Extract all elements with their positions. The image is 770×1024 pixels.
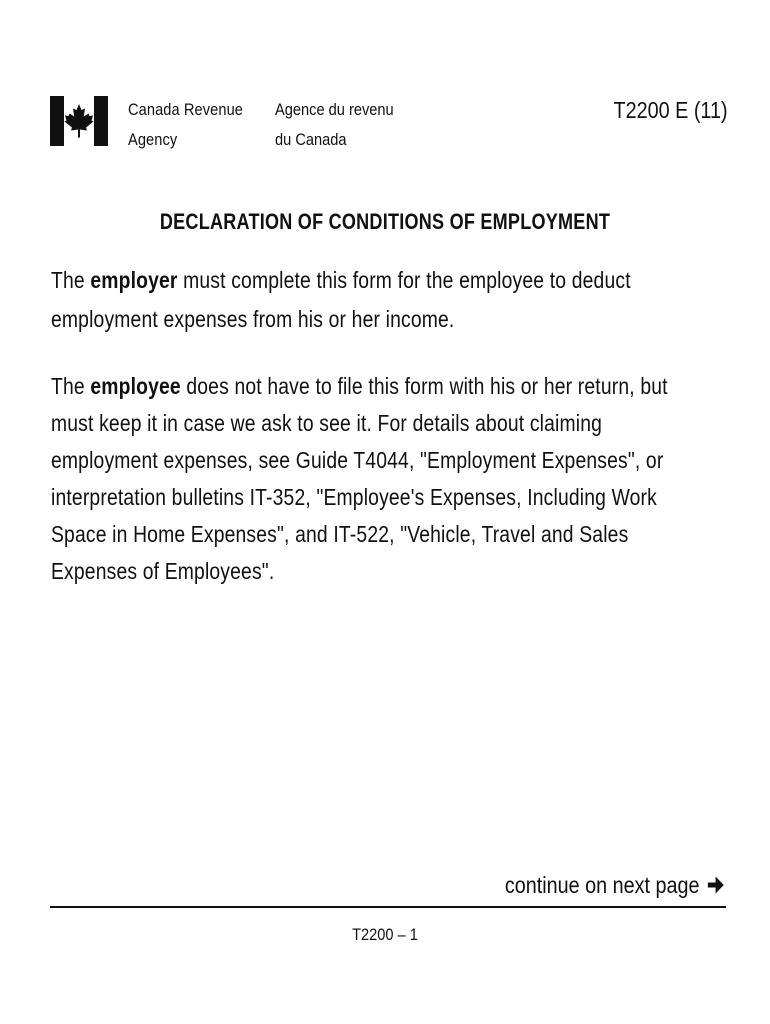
agency-en-line2: Agency xyxy=(128,130,178,149)
p2-suffix: does not have to file this form with his or her return, but xyxy=(180,373,668,399)
canada-flag-icon xyxy=(50,96,108,146)
paragraph1-line2: employment expenses from his or her income. xyxy=(51,306,455,332)
page-number: T2200 – 1 xyxy=(352,925,418,944)
p1-prefix: The xyxy=(51,267,91,293)
agency-fr-line2: du Canada xyxy=(275,130,347,149)
agency-en-line1: Canada Revenue xyxy=(128,100,244,119)
paragraph2-line6: Expenses of Employees". xyxy=(51,558,275,584)
continue-next-page[interactable] xyxy=(505,870,725,900)
agency-name-english xyxy=(128,95,243,155)
paragraph2-line5: Space in Home Expenses", and IT-522, "Vehicle, Travel and Sales xyxy=(51,521,629,547)
paragraph2-line4: interpretation bulletins IT-352, "Employee's Expenses, Including Work xyxy=(51,484,657,510)
right-arrow-icon xyxy=(706,874,725,896)
agency-name-french xyxy=(275,95,394,155)
paragraph2-line1 xyxy=(51,371,668,401)
page-title: DECLARATION OF CONDITIONS OF EMPLOYMENT xyxy=(159,209,611,234)
footer-divider xyxy=(50,906,726,908)
form-code: T2200 E (11) xyxy=(614,97,728,123)
p1-suffix: must complete this form for the employee to deduct xyxy=(177,267,631,293)
p2-prefix: The xyxy=(51,373,91,399)
p2-bold-employee: employee xyxy=(90,373,181,399)
agency-fr-line1: Agence du revenu xyxy=(275,100,394,119)
p1-bold-employer: employer xyxy=(90,267,178,293)
paragraph2-line3: employment expenses, see Guide T4044, "Employment Expenses", or xyxy=(51,447,664,473)
continue-label: continue on next page xyxy=(504,872,700,898)
paragraph2-line2: must keep it in case we ask to see it. For details about claiming xyxy=(51,410,603,436)
paragraph1-line1 xyxy=(51,265,631,295)
